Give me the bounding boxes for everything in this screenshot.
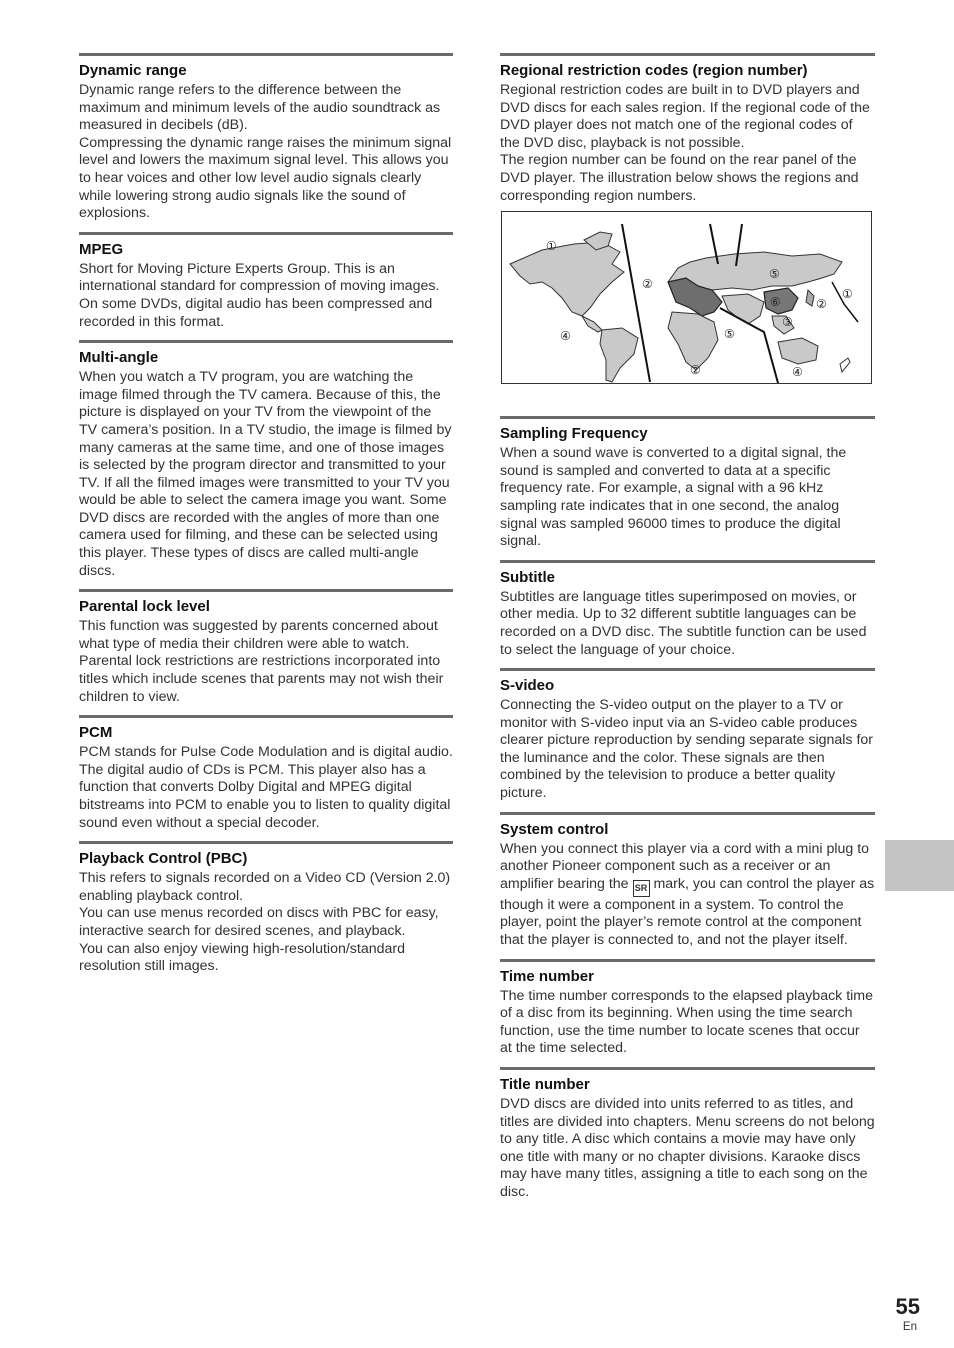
section-text: Subtitles are language titles superimposed on movies, or other media. Up to 32 different subtitle languages can be recorded on a DVD disc. The subtitle function can be used to select the language of your choice.	[500, 588, 867, 658]
section-text: When a sound wave is converted to a digital signal, the sound is sampled and converted to data at a specific frequency rate. For example, a signal with a 96 kHz sampling rate indicates that in one second, the analog signal was sampled 96000 times to produce the digital signal.	[500, 445, 847, 550]
section-title: System control	[500, 820, 609, 838]
world-region-map-illustration	[502, 212, 871, 383]
region-label: ⑤	[724, 327, 735, 341]
section-s-video	[500, 668, 875, 803]
section-text: This refers to signals recorded on a Video CD (Version 2.0) enabling playback control. You can use menus recorded on discs with PBC for easy, interactive search for desired scenes, and playback. You can also enjoy viewing high-resolution/standard resolution still images.	[79, 870, 451, 975]
section-pcm	[79, 715, 453, 832]
section-title: Sampling Frequency	[500, 425, 648, 443]
region-label: ②	[816, 297, 827, 311]
page-number: 55	[895, 1294, 920, 1319]
section-text: PCM stands for Pulse Code Modulation and is digital audio. The digital audio of CDs is PCM. This player also has a function that converts Dolby Digital and MPEG digital bitstreams into PCM to enable you to listen to quality digital sound even without a special decoder.	[79, 744, 453, 831]
section-region-codes	[500, 53, 875, 205]
section-subtitle	[500, 560, 875, 659]
region-label: ⑤	[769, 267, 780, 281]
sr-mark-icon: SR	[633, 880, 650, 897]
section-title: Playback Control (PBC)	[79, 850, 248, 868]
section-text: Short for Moving Picture Experts Group. This is an international standard for compression of moving images. On some DVDs, digital audio has been compressed and recorded in this format.	[79, 260, 440, 330]
text-before-mark: When you connect this player via a cord with a mini plug to another Pioneer component such as a receiver or an amplifier bearing the	[500, 840, 870, 892]
section-parental-lock	[79, 589, 453, 706]
section-system-control	[500, 812, 875, 950]
section-sampling-frequency	[500, 416, 875, 551]
section-title: S-video	[500, 677, 555, 695]
section-title: Regional restriction codes (region number)	[500, 62, 808, 79]
section-dynamic-range	[79, 53, 453, 223]
region-map	[501, 211, 872, 384]
section-mpeg	[79, 232, 453, 331]
section-text: This function was suggested by parents concerned about what type of media their children were able to watch. Parental lock restrictions are restrictions incorporated into titles which include scenes that parents may not wish their children to view.	[79, 618, 444, 705]
section-title: Subtitle	[500, 568, 555, 586]
side-tab-marker	[885, 840, 954, 891]
region-label: ②	[642, 277, 653, 291]
region-label: ①	[546, 239, 557, 253]
section-text: Regional restriction codes are built in to DVD players and DVD discs for each sales region. If the regional code of the DVD player does not match one of the regional codes of the DVD disc, playback is not possible. The region number can be found on the rear panel of the DVD player. The illustration below shows the regions and corresponding region numbers.	[500, 82, 870, 204]
region-label: ②	[690, 363, 701, 377]
section-title: Dynamic range	[79, 62, 187, 79]
section-text: When you watch a TV program, you are watching the image filmed through the TV camera. Because of this, the picture is displayed on your TV from the viewpoint of the TV camera’s position. In a TV studio, the image is filmed by many cameras at the same time, and one of those images is selected by the program director and transmitted to your TV. If all the filmed images were transmitted to your TV you would be able to select the camera image you want. Some DVD discs are recorded with the angles of more than one camera used for filming, and these can be selected using this player. These types of discs are called multi-angle discs.	[79, 369, 452, 579]
section-title: PCM	[79, 724, 113, 742]
text-after-mark: mark, you can control the player as though it were a component in a system. To control the player, point the player’s remote control at the component that the player is connected to, and not the player itself.	[500, 875, 875, 949]
section-title: Title number	[500, 1076, 590, 1093]
page-language: En	[902, 1321, 917, 1333]
section-title: MPEG	[79, 240, 124, 258]
section-text: Dynamic range refers to the difference between the maximum and minimum levels of the audio soundtrack as measured in decibels (dB). Compressing the dynamic range raises the minimum signal level and lowers the maximum signal level. This allows you to hear voices and other low level audio signals clearly while lowering strong audio signals like the sound of explosions.	[79, 82, 452, 222]
region-label: ④	[560, 329, 571, 343]
region-label: ①	[842, 287, 853, 301]
section-text: DVD discs are divided into units referred to as titles, and titles are divided into chapters. Menu screens do not belong to any title. A disc which contains a movie may have only one title with many or no chapter divisions. Karaoke discs may have many titles, assigning a title to each song on the disc.	[500, 1096, 875, 1200]
section-title: Time number	[500, 967, 594, 985]
section-text	[500, 841, 875, 950]
section-time-number	[500, 959, 875, 1058]
section-title-number	[500, 1067, 875, 1202]
section-text: The time number corresponds to the elapsed playback time of a disc from its beginning. When using the time search function, use the time number to locate scenes that occur at the time selected.	[500, 987, 874, 1057]
section-title: Parental lock level	[79, 598, 210, 616]
region-label: ④	[792, 365, 803, 379]
section-pbc	[79, 841, 453, 976]
region-label: ⑥	[770, 295, 781, 309]
region-label: ③	[782, 315, 793, 329]
section-multi-angle	[79, 340, 453, 580]
left-column	[79, 53, 453, 976]
section-title: Multi-angle	[79, 349, 159, 367]
section-text: Connecting the S-video output on the player to a TV or monitor with S-video input via an S-video cable produces clearer picture reproduction by sending separate signals for the luminance and the color. These signals are then combined by the television to produce a better quality picture.	[500, 697, 874, 802]
